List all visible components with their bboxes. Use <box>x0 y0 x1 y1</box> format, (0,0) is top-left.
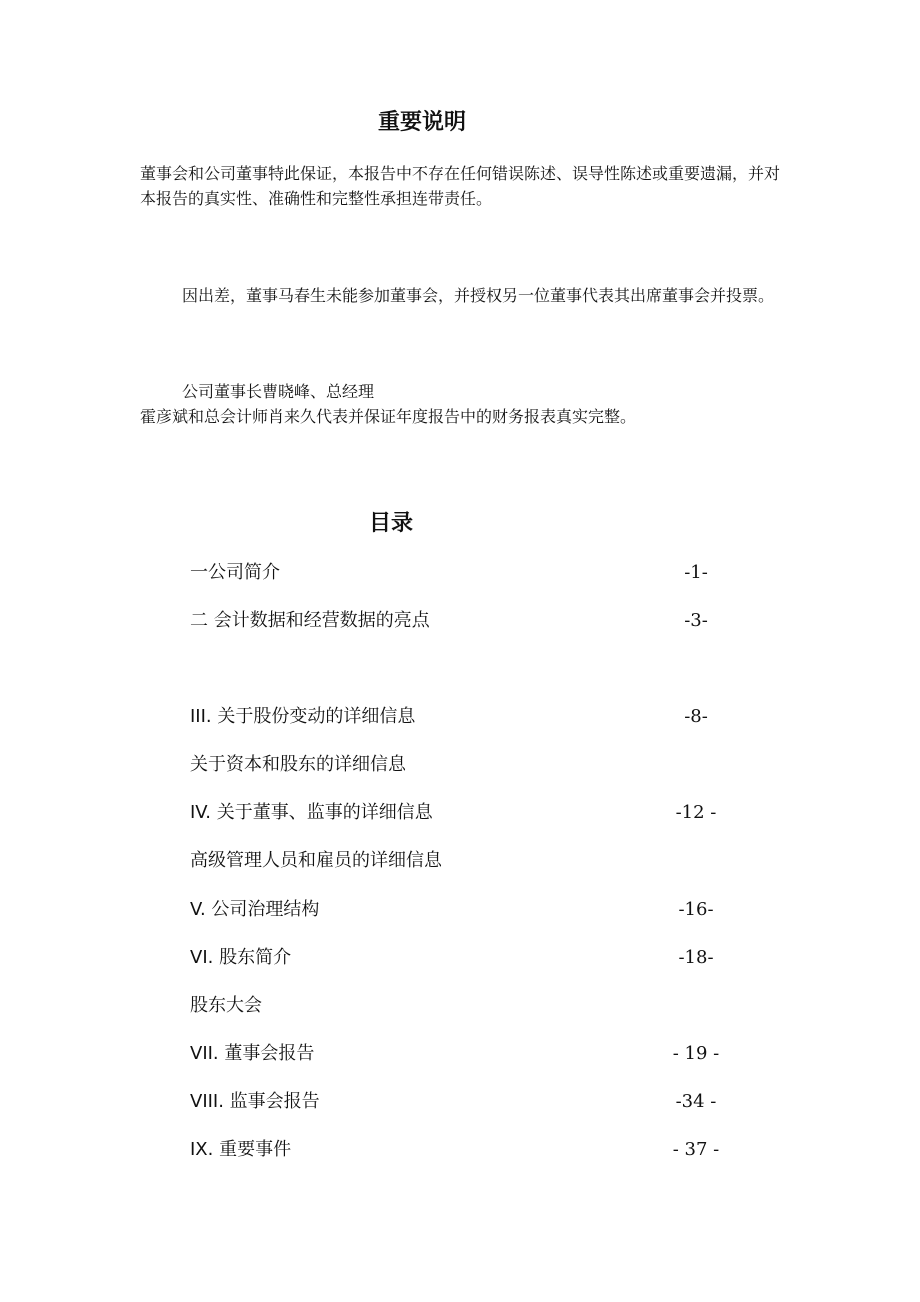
toc-entry-label: IX. 重要事件 <box>190 1139 292 1160</box>
toc-entry-label: 关于资本和股东的详细信息 <box>190 754 406 775</box>
toc-entry-label: 二 会计数据和经营数据的亮点 <box>190 610 430 631</box>
notice-paragraph-signatories-line1: 公司董事长曹晓峰、总经理 <box>182 382 375 401</box>
toc-entry-page: -1- <box>684 562 708 583</box>
toc-entry-page: - 19 - <box>672 1043 720 1064</box>
toc-entry-page: -8- <box>684 706 708 727</box>
toc-entry-page: -12 - <box>675 802 717 823</box>
toc-entry-label: 高级管理人员和雇员的详细信息 <box>190 850 442 871</box>
toc-entry-label: IV. 关于董事、监事的详细信息 <box>190 802 433 823</box>
toc-entry-label: III. 关于股份变动的详细信息 <box>190 706 416 727</box>
toc-entry-label: VIII. 监事会报告 <box>190 1091 320 1112</box>
toc-entry-label: VI. 股东简介 <box>190 947 292 968</box>
notice-paragraph-signatories-line2: 霍彦斌和总会计师肖来久代表并保证年度报告中的财务报表真实完整。 <box>140 407 637 426</box>
toc-entry-page: -3- <box>684 610 708 631</box>
notice-paragraph-absence: 因出差，董事马春生未能参加董事会，并授权另一位董事代表其出席董事会并投票。 <box>182 286 775 305</box>
notice-paragraph-guarantee: 董事会和公司董事特此保证，本报告中不存在任何错误陈述、误导性陈述或重要遗漏，并对本报告的真实性、准确性和完整性承担连带责任。 <box>140 164 781 208</box>
toc-entry-page: -18- <box>678 947 714 968</box>
toc-entry-page: -34 - <box>675 1091 717 1112</box>
notice-title: 重要说明 <box>377 110 466 135</box>
toc-entry-label: 股东大会 <box>190 995 262 1016</box>
toc-entry-label: VII. 董事会报告 <box>190 1043 315 1064</box>
toc-entry-label: 一公司简介 <box>190 562 280 583</box>
toc-entry-page: -16- <box>678 899 714 920</box>
toc-entry-label: V. 公司治理结构 <box>190 899 320 920</box>
toc-title: 目录 <box>368 511 413 536</box>
toc-entry-page: - 37 - <box>672 1139 720 1160</box>
